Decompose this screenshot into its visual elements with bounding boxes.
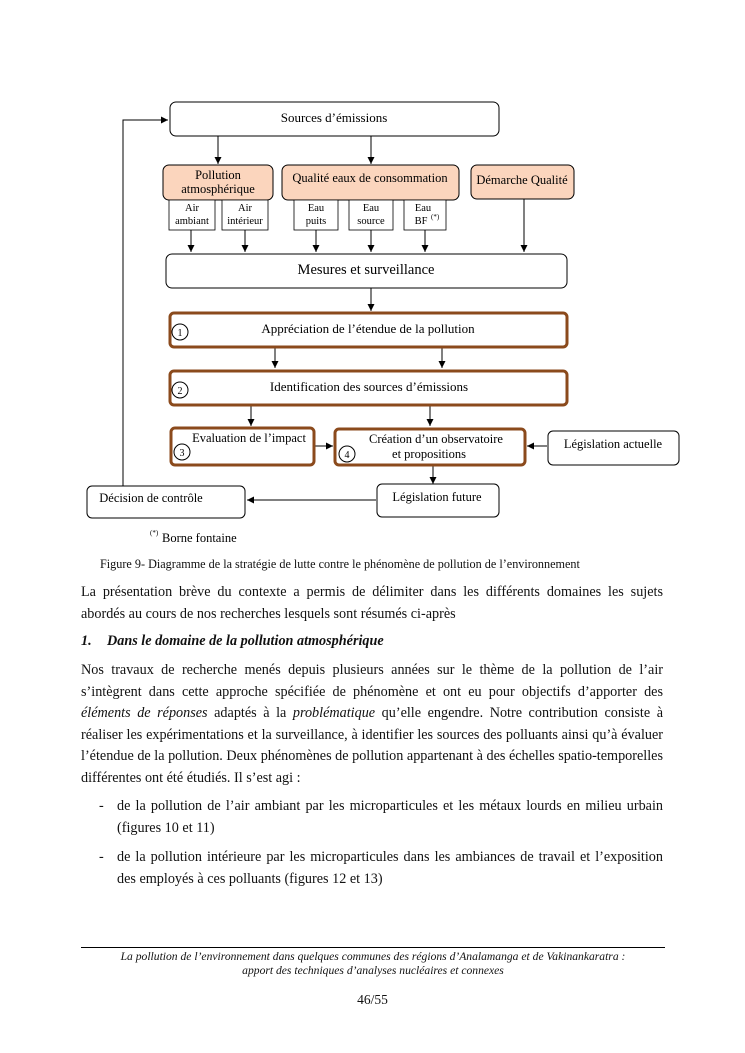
step1-label: Appréciation de l’étendue de la pollution [261,321,475,336]
paragraph-intro: La présentation brève du contexte a permis de délimiter dans les différents domaines les sujets abordés au cours de nos recherches lesquels sont résumés ci-après [81,584,663,622]
eau-puits-line2: puits [305,216,327,227]
footer-line-1: La pollution de l’environnement dans quelques communes des régions d’Analamanga et de Vakinankaratra : [120,950,626,963]
note-label: Borne fontaine [162,531,237,545]
figure-caption: Figure 9- Diagramme de la stratégie de lutte contre le phénomène de pollution de l’environnement [100,557,580,571]
bullet-item-2 [99,847,663,890]
step4-line1: Création d’un observatoire [369,432,503,446]
demarche-qualite-label: Démarche Qualité [476,173,568,187]
qualite-eaux-label: Qualité eaux de consommation [292,171,448,185]
legislation-actuelle-label: Législation actuelle [563,437,663,451]
eau-source-line1: Eau [362,203,380,214]
mesures-label: Mesures et surveillance [297,262,435,278]
eau-bf-line1: Eau [414,203,432,214]
page-number: 46/55 [357,992,388,1007]
section-number: 1. [81,633,92,649]
section-heading [81,633,384,650]
eau-bf-line2: BF [414,216,428,227]
air-ambiant-line1: Air [185,203,199,214]
step2-number: 2 [177,386,183,397]
pollution-atmo-line2: atmosphérique [181,182,255,196]
footer-rule [81,947,665,948]
bullet-dash-1: - [99,798,104,814]
p2-part-a: Nos travaux de recherche menés depuis plusieurs années sur le thème de la pollution de l’air s’intègrent dans cette approche spécifiée de phénomène et ont eu pour objectifs d’apporter des [81,662,663,700]
bullet-item-1 [99,796,663,839]
note-superscript: (*) [150,529,159,537]
air-interieur-line2: intérieur [227,216,263,227]
step3-label: Evaluation de l’impact [192,431,306,445]
decision-label: Décision de contrôle [99,491,203,505]
step2-label: Identification des sources d’émissions [269,379,469,394]
step3-number: 3 [179,448,185,459]
p2-part-e: qu’elle engendre. Notre contribution consiste à réaliser les expérimentations et la surveillance, à identifier les sources des polluants ainsi qu’à évaluer l’étendue de la pollution. Deux phénomènes de pollution appartenant à des échelles spatio-temporelles différentes ont été étudiés. Il s’est agi : [81,705,664,786]
pollution-atmo-line1: Pollution [195,168,241,182]
paragraph-research [81,660,663,789]
p2-italic-elements: éléments de réponses [81,705,208,721]
air-ambiant-line2: ambiant [175,216,209,227]
air-interieur-line1: Air [238,203,252,214]
eau-source-line2: source [357,216,385,227]
p2-part-c: adaptés à la [207,705,293,721]
footer-line-2: apport des techniques d’analyses nucléaires et connexes [242,964,504,977]
step1-number: 1 [177,328,183,339]
bullet-dash-2: - [99,849,104,865]
eau-bf-superscript: (*) [431,213,440,221]
bullet-text-1: de la pollution de l’air ambiant par les microparticules et les métaux lourds en milieu urbain (figures 10 et 11) [117,798,663,836]
bullet-text-2: de la pollution intérieure par les microparticules dans les ambiances de travail et l’exposition des employés à ces polluants (figures 12 et 13) [117,849,663,887]
section-title: Dans le domaine de la pollution atmosphérique [107,633,384,649]
running-footer [81,950,665,978]
eau-puits-line1: Eau [307,203,325,214]
sources-label: Sources d’émissions [280,110,388,125]
p2-italic-problematique: problématique [292,705,376,721]
legislation-future-label: Législation future [392,490,482,504]
step4-line2: et propositions [392,447,466,461]
step4-number: 4 [344,450,350,461]
